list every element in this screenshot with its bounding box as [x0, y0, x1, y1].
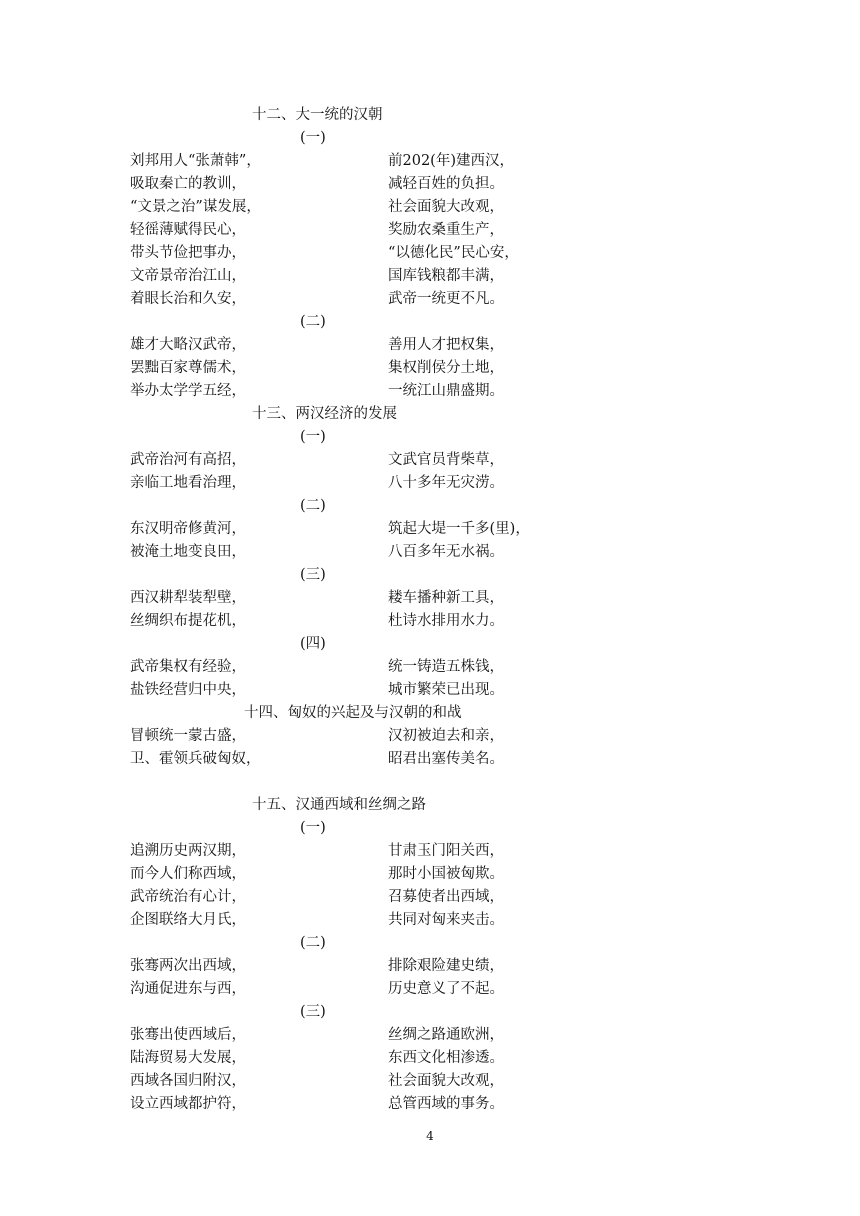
verse-right: 社会面貌大改观， [388, 1073, 504, 1089]
stanza-label: (三) [300, 1004, 326, 1020]
verse-right: 杜诗水排用水力。 [388, 613, 504, 629]
verse-left: 武帝统治有心计， [130, 889, 246, 905]
verse-left: 西汉耕犁装犁壁， [130, 590, 246, 606]
verse-right: 八百多年无水祸。 [388, 544, 504, 560]
verse-right: 武帝一统更不凡。 [388, 291, 504, 307]
poem-content [130, 104, 550, 1116]
verse-row [130, 725, 550, 748]
verse-right: 历史意义了不起。 [388, 981, 504, 997]
section-title: 十三、两汉经济的发展 [252, 406, 397, 422]
verse-right: 昭君出塞传美名。 [388, 751, 504, 767]
verse-right: 丝绸之路通欧洲， [388, 1027, 504, 1043]
verse-right: 八十多年无灾涝。 [388, 475, 504, 491]
stanza-label: (四) [300, 636, 326, 652]
verse-left: 轻徭薄赋得民心， [130, 222, 246, 238]
verse-row [130, 679, 550, 702]
page-number: 4 [426, 1129, 434, 1143]
verse-left: 被淹土地变良田， [130, 544, 246, 560]
verse-left: 而今人们称西域， [130, 866, 246, 882]
verse-row [130, 1047, 550, 1070]
verse-row [130, 449, 550, 472]
stanza-label: (一) [300, 429, 326, 445]
stanza-label: (一) [300, 820, 326, 836]
verse-right: 集权削侯分土地， [388, 360, 504, 376]
verse-row [130, 863, 550, 886]
stanza-label: (二) [300, 935, 326, 951]
verse-row [130, 840, 550, 863]
verse-row [130, 173, 550, 196]
verse-right: 汉初被迫去和亲， [388, 728, 504, 744]
verse-right: 国库钱粮都丰满， [388, 268, 504, 284]
verse-left: 丝绸织布提花机， [130, 613, 246, 629]
verse-right: 减轻百姓的负担。 [388, 176, 504, 192]
verse-left: 沟通促进东与西， [130, 981, 246, 997]
verse-row [130, 656, 550, 679]
verse-row [130, 1024, 550, 1047]
verse-left: 武帝集权有经验， [130, 659, 246, 675]
verse-left: 追溯历史两汉期， [130, 843, 246, 859]
verse-right: 统一铸造五株钱， [388, 659, 504, 675]
verse-left: 吸取秦亡的教训， [130, 176, 246, 192]
stanza-label: (一) [300, 130, 326, 146]
verse-right: 文武官员背柴草， [388, 452, 504, 468]
verse-row [130, 886, 550, 909]
verse-right: “以德化民”民心安， [388, 245, 519, 261]
verse-right: 共同对匈来夹击。 [388, 912, 504, 928]
verse-left: 张骞出使西域后， [130, 1027, 246, 1043]
verse-left: 企图联络大月氏， [130, 912, 246, 928]
stanza-label: (二) [300, 314, 326, 330]
verse-right: 总管西域的事务。 [388, 1096, 504, 1112]
section-title: 十五、汉通西域和丝绸之路 [252, 797, 426, 813]
verse-right: 奖励农桑重生产， [388, 222, 504, 238]
verse-row [130, 1093, 550, 1116]
verse-right: 召募使者出西域， [388, 889, 504, 905]
verse-right: 城市繁荣已出现。 [388, 682, 504, 698]
verse-row [130, 587, 550, 610]
verse-left: 设立西域都护符， [130, 1096, 246, 1112]
verse-row [130, 288, 550, 311]
verse-left: 带头节俭把事办， [130, 245, 246, 261]
verse-right: 排除艰险建史绩， [388, 958, 504, 974]
verse-right: 筑起大堤一千多(里)， [388, 521, 530, 537]
verse-right: 社会面貌大改观， [388, 199, 504, 215]
verse-row [130, 357, 550, 380]
verse-left: 武帝治河有高招， [130, 452, 246, 468]
verse-row [130, 1070, 550, 1093]
verse-right: 东西文化相渗透。 [388, 1050, 504, 1066]
verse-row [130, 610, 550, 633]
verse-row [130, 748, 550, 771]
verse-left: 罢黜百家尊儒术， [130, 360, 246, 376]
verse-left: 东汉明帝修黄河， [130, 521, 246, 537]
verse-row [130, 242, 550, 265]
verse-left: 卫、霍领兵破匈奴， [130, 751, 261, 767]
verse-left: 张骞两次出西域， [130, 958, 246, 974]
verse-left: 冒顿统一蒙古盛， [130, 728, 246, 744]
verse-row [130, 196, 550, 219]
verse-right: 耧车播种新工具， [388, 590, 504, 606]
verse-row [130, 150, 550, 173]
verse-row [130, 955, 550, 978]
section-title: 十二、大一统的汉朝 [252, 107, 383, 123]
verse-row [130, 334, 550, 357]
verse-left: 亲临工地看治理， [130, 475, 246, 491]
section-spacer [130, 771, 550, 794]
verse-left: 文帝景帝治江山， [130, 268, 246, 284]
verse-row [130, 219, 550, 242]
verse-left: 刘邦用人“张萧韩”， [130, 153, 261, 169]
verse-left: 盐铁经营归中央， [130, 682, 246, 698]
verse-row [130, 265, 550, 288]
stanza-label: (二) [300, 498, 326, 514]
verse-row [130, 380, 550, 403]
stanza-label: (三) [300, 567, 326, 583]
verse-row [130, 541, 550, 564]
verse-right: 一统江山鼎盛期。 [388, 383, 504, 399]
verse-right: 善用人才把权集， [388, 337, 504, 353]
verse-left: 雄才大略汉武帝， [130, 337, 246, 353]
verse-row [130, 909, 550, 932]
verse-left: 陆海贸易大发展， [130, 1050, 246, 1066]
verse-left: “文景之治”谋发展， [130, 199, 261, 215]
section-title: 十四、匈奴的兴起及与汉朝的和战 [244, 705, 462, 721]
verse-left: 举办太学学五经， [130, 383, 246, 399]
verse-row [130, 518, 550, 541]
verse-left: 着眼长治和久安， [130, 291, 246, 307]
verse-row [130, 472, 550, 495]
verse-right: 那时小国被匈欺。 [388, 866, 504, 882]
verse-right: 甘肃玉门阳关西， [388, 843, 504, 859]
verse-row [130, 978, 550, 1001]
verse-left: 西域各国归附汉， [130, 1073, 246, 1089]
verse-right: 前202(年)建西汉， [388, 153, 514, 169]
